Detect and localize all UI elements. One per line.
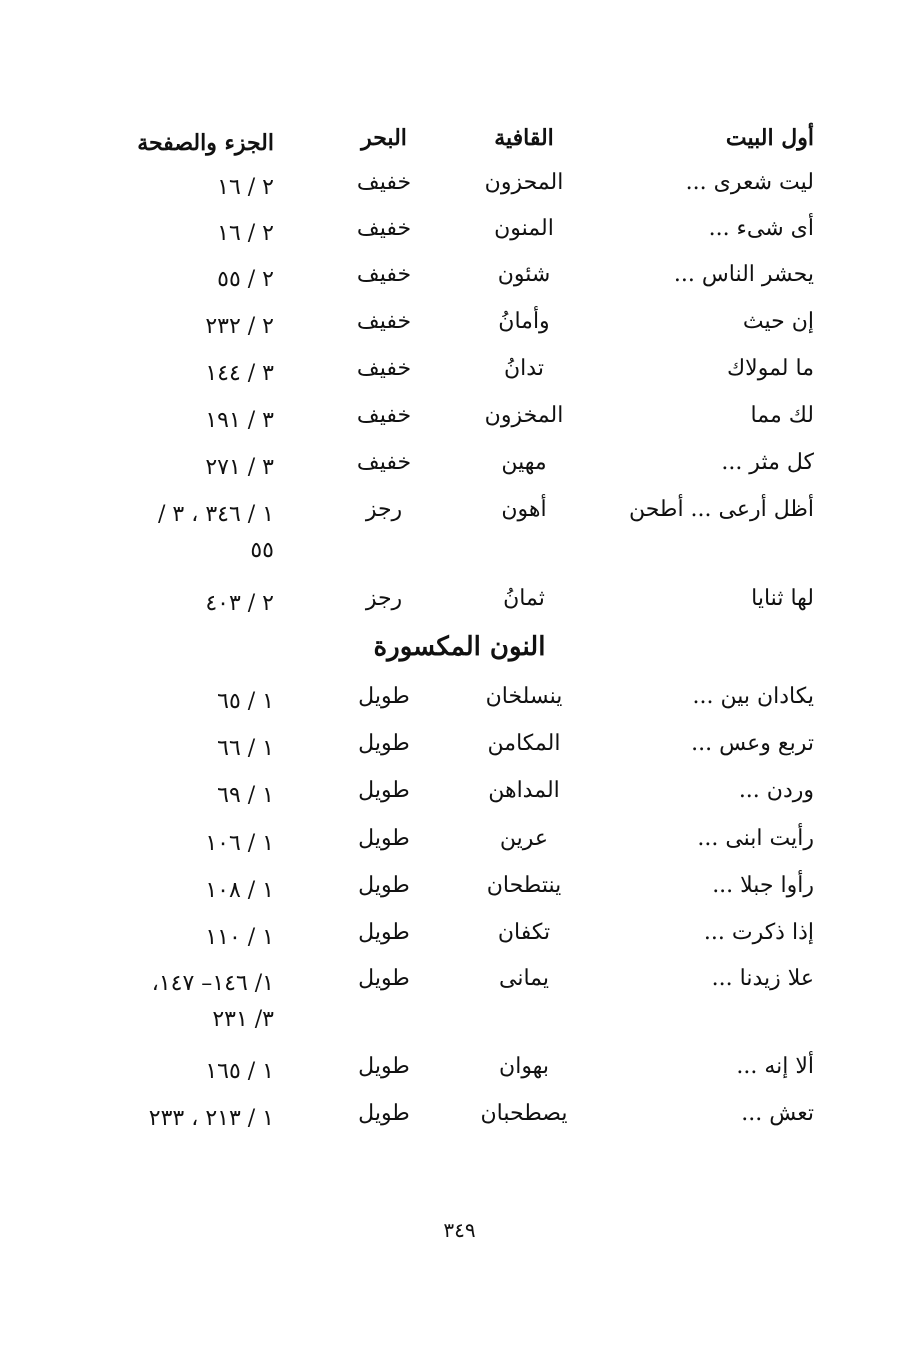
section-title: النون المكسورة xyxy=(373,632,546,662)
volume-page: ٣ / ١٤٤ xyxy=(205,361,274,386)
header-volume-page: الجزء والصفحة xyxy=(137,130,274,156)
first-verse: رأيت ابنى ... xyxy=(697,826,814,851)
table-header xyxy=(0,125,919,169)
table-row xyxy=(0,450,919,494)
volume-page: ١ / ٦٥ xyxy=(217,689,274,714)
first-verse: علا زيدنا ... xyxy=(711,966,814,991)
volume-page: ١ / ٦٩ xyxy=(217,783,274,808)
first-verse: أظل أرعى ... أطحن xyxy=(628,497,814,522)
table-row xyxy=(0,1054,919,1098)
table-row xyxy=(0,684,919,728)
volume-page: ١ / ١٠٨ xyxy=(205,878,274,903)
rhyme: تكفان xyxy=(497,920,551,945)
rhyme: ينتطحان xyxy=(486,873,562,898)
volume-page: ٢ / ١٦ xyxy=(217,175,274,200)
rhyme: ثمانُ xyxy=(503,586,545,611)
first-verse: تربع وعس ... xyxy=(691,731,814,756)
meter: خفيف xyxy=(356,170,412,195)
meter: طويل xyxy=(358,873,410,898)
meter: طويل xyxy=(358,920,410,945)
first-verse: يحشر الناس ... xyxy=(673,262,814,287)
table-row xyxy=(0,731,919,775)
rhyme: تدانُ xyxy=(504,356,544,381)
volume-page: ١ / ٣٤٦ ، ٣ / ٥٥ xyxy=(157,502,274,563)
first-verse: كل مثر ... xyxy=(721,450,814,475)
table-row xyxy=(0,873,919,917)
rhyme: وأمانُ xyxy=(498,309,550,334)
volume-page: ٢ / ٥٥ xyxy=(217,267,274,292)
table-row xyxy=(0,309,919,353)
rhyme: المداهن xyxy=(488,778,560,803)
table-row xyxy=(0,826,919,870)
first-verse: لك مما xyxy=(750,403,814,428)
meter: رجز xyxy=(365,497,403,522)
table-row xyxy=(0,1101,919,1181)
meter: طويل xyxy=(358,731,410,756)
volume-page: ١ / ١١٠ xyxy=(205,925,274,950)
meter: طويل xyxy=(358,1101,410,1126)
meter: خفيف xyxy=(356,450,412,475)
table-row xyxy=(0,778,919,822)
header-first-verse: أول البيت xyxy=(725,125,814,151)
rhyme: ينسلخان xyxy=(485,684,563,709)
volume-page: ٢ / ٢٣٢ xyxy=(205,314,274,339)
meter: طويل xyxy=(358,826,410,851)
meter: خفيف xyxy=(356,262,412,287)
first-verse: لها ثنايا xyxy=(751,586,814,611)
rhyme: المحزون xyxy=(484,170,564,195)
meter: رجز xyxy=(365,586,403,611)
first-verse: أى شىء ... xyxy=(708,216,814,241)
volume-page: ٣ / ١٩١ xyxy=(205,408,274,433)
volume-page: ١ / ١٠٦ xyxy=(205,831,274,856)
rhyme: بهوان xyxy=(499,1054,549,1079)
table-row xyxy=(0,920,919,964)
first-verse: ليت شعرى ... xyxy=(685,170,814,195)
table-row xyxy=(0,497,919,577)
rhyme: أهون xyxy=(501,497,547,522)
meter: طويل xyxy=(358,1054,410,1079)
table-row xyxy=(0,403,919,447)
first-verse: إذا ذكرت ... xyxy=(703,920,814,945)
table-row xyxy=(0,356,919,400)
page-number: ٣٤٩ xyxy=(443,1218,476,1242)
volume-page: ١ / ٦٦ xyxy=(217,736,274,761)
volume-page: ١ / ١٦٥ xyxy=(205,1059,274,1084)
table-row xyxy=(0,262,919,306)
table-row xyxy=(0,586,919,630)
rhyme: عرين xyxy=(499,826,549,851)
first-verse: رأوا جبلا ... xyxy=(712,873,814,898)
first-verse: يكادان بين ... xyxy=(692,684,814,709)
meter: طويل xyxy=(358,684,410,709)
header-meter: البحر xyxy=(361,125,407,151)
table-row xyxy=(0,170,919,214)
first-verse: ما لمولاك xyxy=(727,356,814,381)
table-row xyxy=(0,216,919,260)
first-verse: تعش ... xyxy=(741,1101,814,1126)
first-verse: وردن ... xyxy=(738,778,814,803)
rhyme: يمانى xyxy=(498,966,549,991)
rhyme: المكامن xyxy=(487,731,561,756)
rhyme: شئون xyxy=(497,262,551,287)
first-verse: إن حيث xyxy=(742,309,814,334)
volume-page: ٣ / ٢٧١ xyxy=(205,455,274,480)
meter: طويل xyxy=(358,966,410,991)
rhyme: المنون xyxy=(494,216,554,241)
meter: خفيف xyxy=(356,309,412,334)
volume-page: ٢ / ١٦ xyxy=(217,221,274,246)
rhyme: يصطحبان xyxy=(480,1101,568,1126)
first-verse: ألا إنه ... xyxy=(736,1054,814,1079)
volume-page: ١ / ٢١٣ ، ٢٣٣ xyxy=(148,1106,274,1131)
meter: خفيف xyxy=(356,403,412,428)
meter: طويل xyxy=(358,778,410,803)
volume-page: ٢ / ٤٠٣ xyxy=(205,591,274,616)
rhyme: المخزون xyxy=(484,403,564,428)
volume-page: ١/ ١٤٦– ١٤٧، ٣/ ٢٣١ xyxy=(151,971,274,1032)
header-rhyme: القافية xyxy=(494,125,554,151)
table-row xyxy=(0,966,919,1046)
meter: خفيف xyxy=(356,356,412,381)
rhyme: مهين xyxy=(501,450,547,475)
meter: خفيف xyxy=(356,216,412,241)
